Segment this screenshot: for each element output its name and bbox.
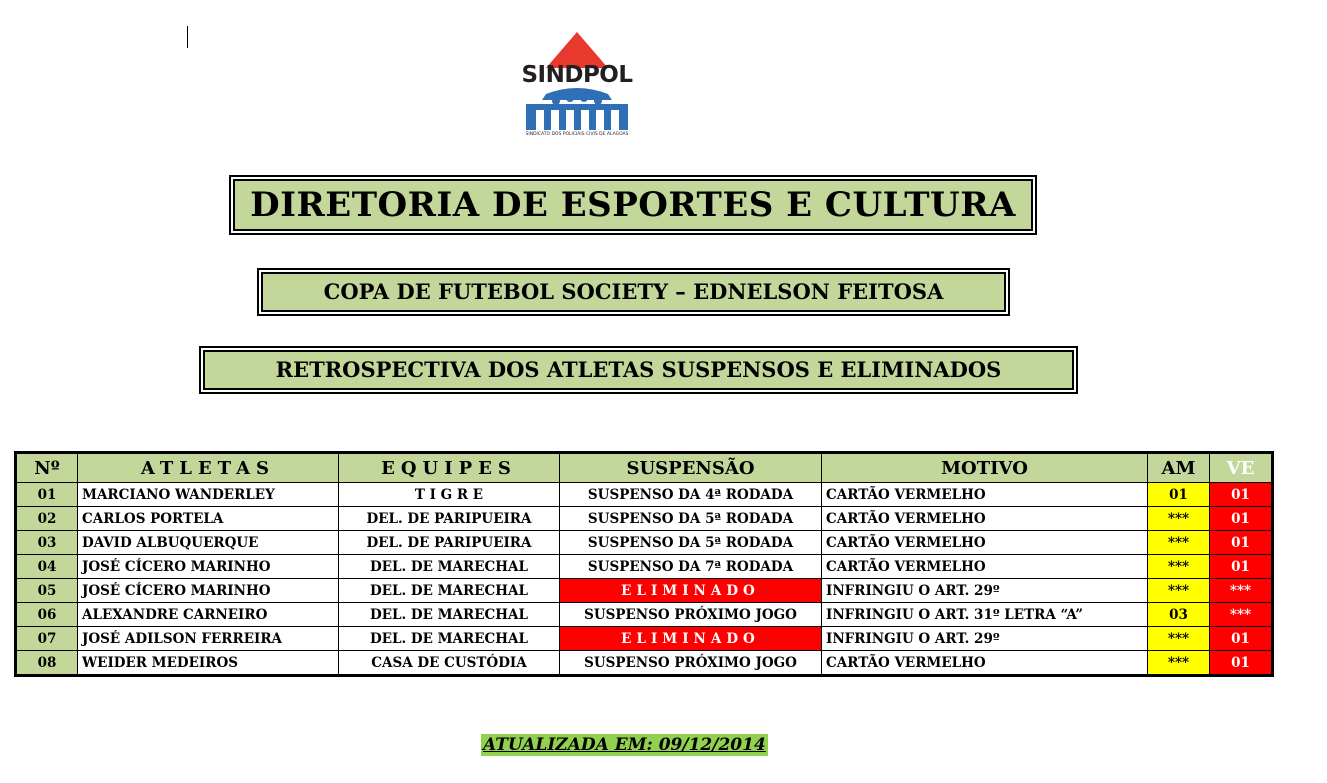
header-am: AM bbox=[1148, 453, 1210, 483]
sindpol-logo bbox=[496, 30, 658, 142]
table-row bbox=[16, 651, 1273, 676]
cell-motivo: INFRINGIU O ART. 29º bbox=[822, 579, 1148, 603]
cell-atleta: CARLOS PORTELA bbox=[78, 507, 339, 531]
cell-equipe: T I G R E bbox=[339, 483, 560, 507]
cell-suspensao: SUSPENSO DA 5ª RODADA bbox=[560, 507, 822, 531]
cell-motivo: INFRINGIU O ART. 31º LETRA “A” bbox=[822, 603, 1148, 627]
cell-equipe: DEL. DE MARECHAL bbox=[339, 603, 560, 627]
logo-subtitle: SINDICATO DOS POLICIAIS CIVIS DE ALAGOAS bbox=[525, 132, 629, 137]
header-atletas: ATLETAS bbox=[78, 453, 339, 483]
section-banner: RETROSPECTIVA DOS ATLETAS SUSPENSOS E ELIMINADOS bbox=[203, 350, 1074, 390]
cell-ve: 01 bbox=[1210, 627, 1273, 651]
cell-equipe: DEL. DE MARECHAL bbox=[339, 579, 560, 603]
cell-suspensao: SUSPENSO PRÓXIMO JOGO bbox=[560, 603, 822, 627]
cell-am: 03 bbox=[1148, 603, 1210, 627]
cell-atleta: WEIDER MEDEIROS bbox=[78, 651, 339, 676]
cell-num: 07 bbox=[16, 627, 78, 651]
cell-num: 03 bbox=[16, 531, 78, 555]
table-row bbox=[16, 507, 1273, 531]
cell-num: 01 bbox=[16, 483, 78, 507]
cell-atleta: JOSÉ CÍCERO MARINHO bbox=[78, 579, 339, 603]
cell-am: *** bbox=[1148, 507, 1210, 531]
cell-am: *** bbox=[1148, 627, 1210, 651]
cell-equipe: DEL. DE PARIPUEIRA bbox=[339, 507, 560, 531]
cell-suspensao: SUSPENSO DA 7ª RODADA bbox=[560, 555, 822, 579]
cell-motivo: CARTÃO VERMELHO bbox=[822, 651, 1148, 676]
cell-num: 04 bbox=[16, 555, 78, 579]
cell-suspensao-eliminado: ELIMINADO bbox=[560, 627, 822, 651]
cell-ve: 01 bbox=[1210, 483, 1273, 507]
header-ve: VE bbox=[1210, 453, 1273, 483]
cell-num: 06 bbox=[16, 603, 78, 627]
cell-atleta: ALEXANDRE CARNEIRO bbox=[78, 603, 339, 627]
cell-am: *** bbox=[1148, 531, 1210, 555]
cell-atleta: JOSÉ CÍCERO MARINHO bbox=[78, 555, 339, 579]
header-num: Nº bbox=[16, 453, 78, 483]
suspensions-table bbox=[14, 451, 1274, 677]
text-cursor bbox=[187, 26, 188, 48]
cell-motivo: INFRINGIU O ART. 29º bbox=[822, 627, 1148, 651]
cell-num: 08 bbox=[16, 651, 78, 676]
cell-motivo: CARTÃO VERMELHO bbox=[822, 483, 1148, 507]
table-header-row bbox=[16, 453, 1273, 483]
cell-equipe: CASA DE CUSTÓDIA bbox=[339, 651, 560, 676]
header-equipes: EQUIPES bbox=[339, 453, 560, 483]
cell-suspensao: SUSPENSO PRÓXIMO JOGO bbox=[560, 651, 822, 676]
table-row bbox=[16, 483, 1273, 507]
cell-am: *** bbox=[1148, 579, 1210, 603]
cell-motivo: CARTÃO VERMELHO bbox=[822, 531, 1148, 555]
cell-equipe: DEL. DE PARIPUEIRA bbox=[339, 531, 560, 555]
cell-ve: 01 bbox=[1210, 531, 1273, 555]
table-row bbox=[16, 603, 1273, 627]
cell-atleta: MARCIANO WANDERLEY bbox=[78, 483, 339, 507]
cell-motivo: CARTÃO VERMELHO bbox=[822, 507, 1148, 531]
cell-am: 01 bbox=[1148, 483, 1210, 507]
updated-date: ATUALIZADA EM: 09/12/2014 bbox=[483, 735, 766, 755]
cell-ve: 01 bbox=[1210, 507, 1273, 531]
cell-am: *** bbox=[1148, 555, 1210, 579]
cell-ve: 01 bbox=[1210, 555, 1273, 579]
cell-suspensao-eliminado: ELIMINADO bbox=[560, 579, 822, 603]
table-row bbox=[16, 627, 1273, 651]
cell-atleta: DAVID ALBUQUERQUE bbox=[78, 531, 339, 555]
cell-atleta: JOSÉ ADILSON FERREIRA bbox=[78, 627, 339, 651]
cell-ve: *** bbox=[1210, 603, 1273, 627]
cell-motivo: CARTÃO VERMELHO bbox=[822, 555, 1148, 579]
cell-suspensao: SUSPENSO DA 5ª RODADA bbox=[560, 531, 822, 555]
subtitle-banner: COPA DE FUTEBOL SOCIETY – EDNELSON FEITOSA bbox=[261, 272, 1006, 312]
cell-equipe: DEL. DE MARECHAL bbox=[339, 627, 560, 651]
cell-num: 02 bbox=[16, 507, 78, 531]
cell-ve: 01 bbox=[1210, 651, 1273, 676]
cell-ve: *** bbox=[1210, 579, 1273, 603]
cell-num: 05 bbox=[16, 579, 78, 603]
cell-am: *** bbox=[1148, 651, 1210, 676]
table-row bbox=[16, 531, 1273, 555]
table-row bbox=[16, 579, 1273, 603]
title-banner: DIRETORIA DE ESPORTES E CULTURA bbox=[233, 179, 1033, 231]
logo-name: SINDPOL bbox=[521, 62, 633, 88]
cell-suspensao: SUSPENSO DA 4ª RODADA bbox=[560, 483, 822, 507]
header-motivo: MOTIVO bbox=[822, 453, 1148, 483]
header-suspensao: SUSPENSÃO bbox=[560, 453, 822, 483]
table-row bbox=[16, 555, 1273, 579]
cell-equipe: DEL. DE MARECHAL bbox=[339, 555, 560, 579]
